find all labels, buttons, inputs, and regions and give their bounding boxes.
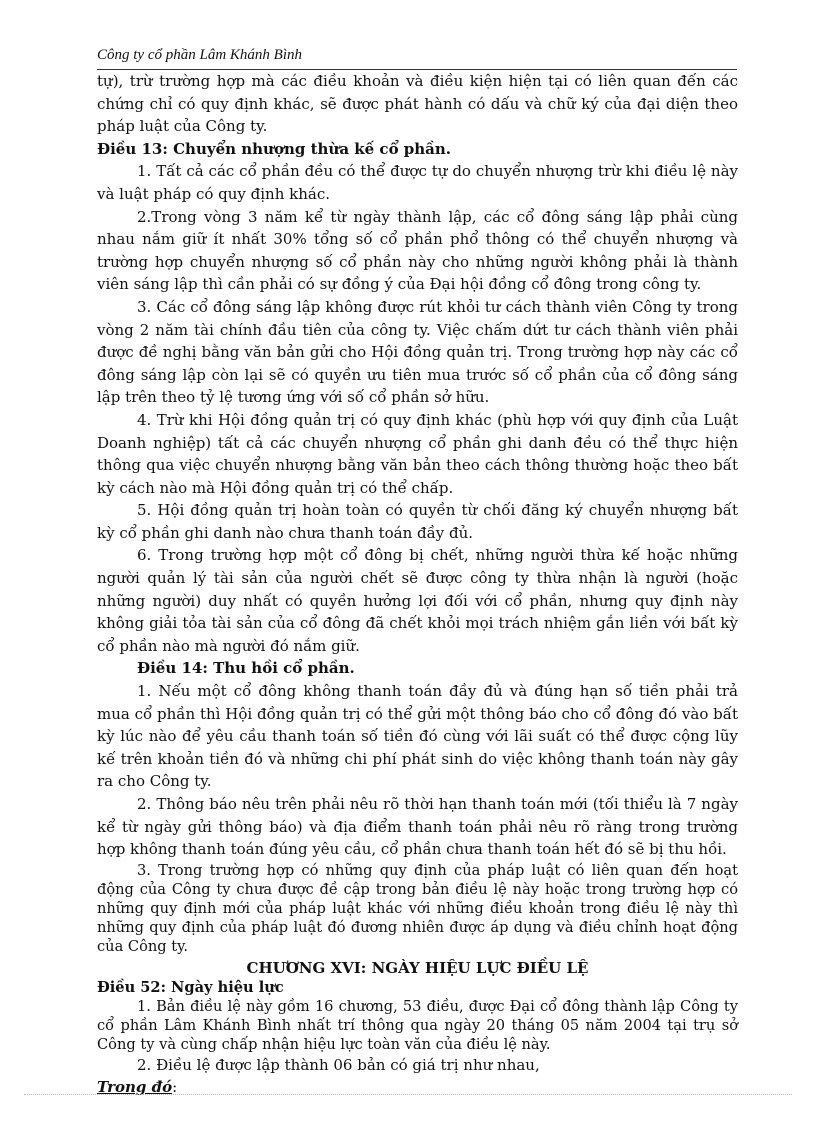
page-header: Công ty cổ phần Lâm Khánh Bình: [97, 47, 302, 63]
page-bottom-border: [24, 1094, 792, 1095]
article13-title: Điều 13: Chuyển nhượng thừa kế cổ phần.: [97, 139, 452, 158]
article13-para-3: 3. Các cổ đông sáng lập không được rút khỏi tư cách thành viên Công ty trong vòng 2 năm tài chính đầu tiên của công ty. Việc chấm dứt tư cách thành viên phải được đề nghị bằng văn bản gửi cho Hội đồng quản trị. Trong trường hợp này các cổ đông sáng lập còn lại sẽ có quyền ưu tiên mua trước số cổ phần của cổ đông sáng lập trên theo tỷ lệ tương ứng với số cổ phần sở hữu.: [97, 297, 738, 407]
trong-do-line: [97, 1076, 738, 1099]
article13-continuation: tự), trừ trường hợp mà các điều khoản và điều kiện hiện tại có liên quan đến các chứng chỉ có quy định khác, sẽ được phát hành có dấu và chữ ký của đại diện theo pháp luật của Công ty.: [97, 72, 738, 136]
article14-para-3: 3. Trong trường hợp có những quy định của pháp luật có liên quan đến hoạt động của Công ty chưa được đề cập trong bản điều lệ này hoặc trong trường hợp có những quy định mới của pháp luật khác với những điều khoản trong điều lệ này thì những quy định của pháp luật đó đương nhiên được áp dụng và điều chỉnh hoạt động của Công ty.: [97, 861, 738, 955]
article14-title: Điều 14: Thu hồi cổ phần.: [137, 659, 355, 678]
document-body: [97, 70, 738, 1099]
article52-title: Điều 52: Ngày hiệu lực: [97, 978, 284, 996]
trong-do-colon: :: [172, 1078, 178, 1097]
article13-para-2: 2.Trong vòng 3 năm kể từ ngày thành lập, các cổ đông sáng lập phải cùng nhau nắm giữ ít nhất 30% tổng số cổ phần phổ thông có thể chuyển nhượng và trường hợp chuyển nhượng số cổ phần này cho những người không phải là thành viên sáng lập thì cần phải có sự đồng ý của Đại hội đồng cổ đông trong công ty.: [97, 207, 738, 294]
chapter-16-title: CHƯƠNG XVI: NGÀY HIỆU LỰC ĐIỀU LỆ: [246, 958, 589, 977]
article14-para-1: 1. Nếu một cổ đông không thanh toán đầy đủ và đúng hạn số tiền phải trả mua cổ phần thì Hội đồng quản trị có thể gửi một thông báo cho cổ đông đó vào bất kỳ lúc nào để yêu cầu thanh toán số tiền đó cùng với lãi suất có thể được cộng lũy kế trên khoản tiền đó và những chi phí phát sinh do việc không thanh toán này gây ra cho Công ty.: [97, 682, 738, 791]
article13-para-4: 4. Trừ khi Hội đồng quản trị có quy định khác (phù hợp với quy định của Luật Doanh nghiệp) tất cả các chuyển nhượng cổ phần ghi danh đều có thể thực hiện thông qua việc chuyển nhượng bằng văn bản theo cách thông thường hoặc theo bất kỳ cách nào mà Hội đồng quản trị có thể chấp.: [97, 410, 738, 497]
article13-para-6: 6. Trong trường hợp một cổ đông bị chết, những người thừa kế hoặc những người quản lý tài sản của người chết sẽ được công ty thừa nhận là người (hoặc những người) duy nhất có quyền hưởng lợi đối với cổ phần, nhưng quy định này không giải tỏa tài sản của cổ đông đã chết khỏi mọi trách nhiệm gắn liền với bất kỳ cổ phần nào mà người đó nắm giữ.: [97, 546, 738, 655]
article14-para-2: 2. Thông báo nêu trên phải nêu rõ thời hạn thanh toán mới (tối thiểu là 7 ngày kể từ ngày gửi thông báo) và địa điểm thanh toán phải nêu rõ ràng trong trường hợp không thanh toán đúng yêu cầu, cổ phần chưa thanh toán hết đó sẽ bị thu hồi.: [97, 795, 738, 859]
article13-para-5: 5. Hội đồng quản trị hoàn toàn có quyền từ chối đăng ký chuyển nhượng bất kỳ cổ phần ghi danh nào chưa thanh toán đầy đủ.: [97, 501, 738, 542]
article52-para-2: 2. Điều lệ được lập thành 06 bản có giá trị như nhau,: [137, 1055, 540, 1074]
trong-do-label: Trong đó: [97, 1078, 173, 1097]
article13-para-1: 1. Tất cả các cổ phần đều có thể được tự do chuyển nhượng trừ khi điều lệ này và luật pháp có quy định khác.: [97, 162, 738, 203]
article52-para-1: 1. Bản điều lệ này gồm 16 chương, 53 điều, được Đại cổ đông thành lập Công ty cổ phần Lâm Khánh Bình nhất trí thông qua ngày 20 tháng 05 năm 2004 tại trụ sở Công ty và cùng chấp nhận hiệu lực toàn văn của điều lệ này.: [97, 997, 738, 1053]
